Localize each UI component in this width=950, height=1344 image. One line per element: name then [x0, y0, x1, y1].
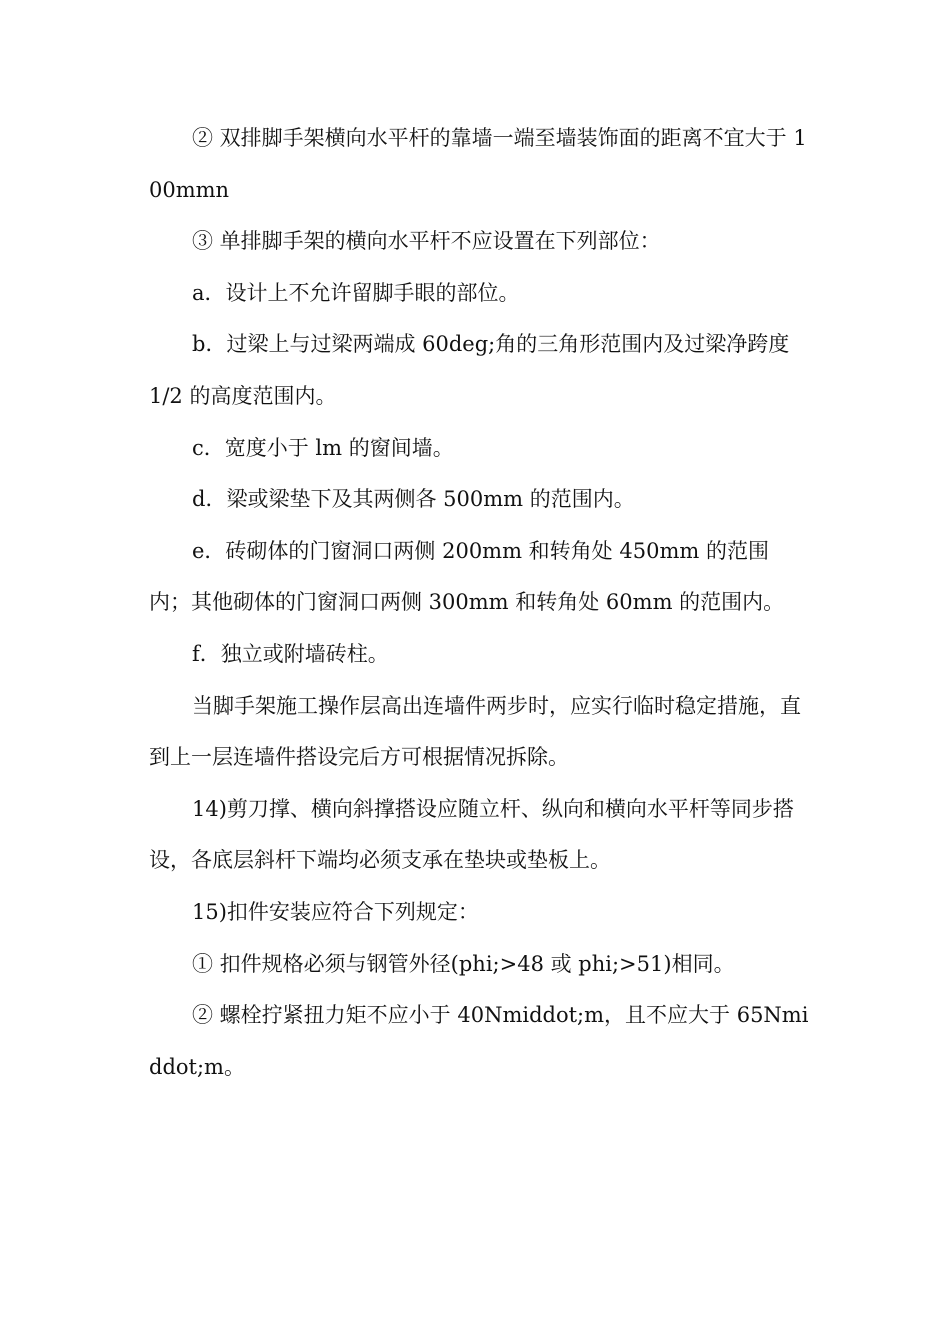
list-item-b: b．过梁上与过梁两端成 60deg;角的三角形范围内及过梁净跨度 1/2 的高度范围内。	[149, 332, 790, 408]
list-item-d: d．梁或梁垫下及其两侧各 500mm 的范围内。	[192, 487, 635, 512]
list-item-a: a．设计上不允许留脚手眼的部位。	[192, 280, 520, 305]
paragraph-bolt-torque: ② 螺栓拧紧扭力矩不应小于 40Nmiddot;m，且不应大于 65Nmiddot;m。	[149, 1003, 809, 1079]
document-body	[149, 113, 809, 1093]
paragraph-item-14: 14)剪刀撑、横向斜撑搭设应随立杆、纵向和横向水平杆等同步搭设，各底层斜杆下端均必须支承在垫块或垫板上。	[149, 796, 794, 873]
list-item-c: c．宽度小于 lm 的窗间墙。	[192, 435, 454, 460]
list-item-f: f．独立或附墙砖柱。	[192, 641, 389, 666]
paragraph-temporary-stability: 当脚手架施工操作层高出连墙件两步时，应实行临时稳定措施，直到上一层连墙件搭设完后方可根据情况拆除。	[149, 693, 801, 770]
paragraph-item-15: 15)扣件安装应符合下列规定：	[192, 899, 479, 924]
list-item-e: e．砖砌体的门窗洞口两侧 200mm 和转角处 450mm 的范围内；其他砌体的门窗洞口两侧 300mm 和转角处 60mm 的范围内。	[149, 538, 785, 615]
paragraph-lateral-bar-distance: ② 双排脚手架横向水平杆的靠墙一端至墙装饰面的距离不宜大于 100mmn	[149, 126, 807, 202]
paragraph-single-row-restrictions: ③ 单排脚手架的横向水平杆不应设置在下列部位：	[192, 229, 661, 254]
paragraph-fastener-spec: ① 扣件规格必须与钢管外径(phi;>48 或 phi;>51)相同。	[192, 951, 735, 976]
